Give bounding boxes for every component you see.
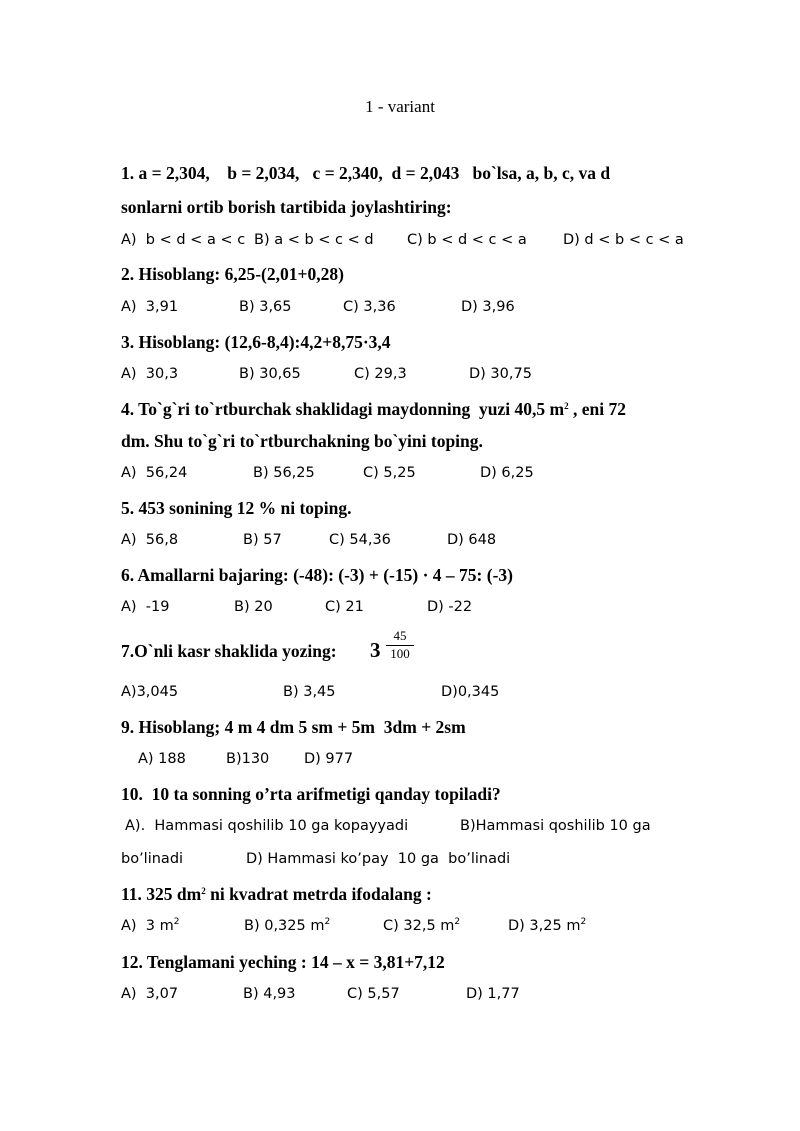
question-4-option-a: A) 56,24 <box>121 465 188 481</box>
superscript-2: 2 <box>580 917 587 927</box>
superscript-2: 2 <box>201 886 206 896</box>
question-6-option-a: A) -19 <box>121 599 170 615</box>
question-2-option-d: D) 3,96 <box>461 299 515 315</box>
question-10-option-b: B)Hammasi qoshilib 10 ga <box>460 818 651 834</box>
superscript-2: 2 <box>564 401 569 411</box>
question-11-option-b <box>244 916 330 936</box>
question-10-option-b-continued: bo’linadi <box>121 851 184 867</box>
question-11-option-d <box>508 916 586 936</box>
question-1-option-b: B) a < b < c < d <box>254 232 374 248</box>
question-10-option-d: D) Hammasi ko’pay 10 ga bo’linadi <box>246 851 511 867</box>
question-6-option-b: B) 20 <box>234 599 273 615</box>
question-4-line-1 <box>121 398 626 420</box>
question-3: 3. Hisoblang: (12,6-8,4):4,2+8,75·3,4 <box>121 332 391 352</box>
question-3-option-c: C) 29,3 <box>354 366 407 382</box>
question-1-option-c: C) b < d < c < a <box>407 232 527 248</box>
question-6-option-c: C) 21 <box>325 599 364 615</box>
question-4-option-d: D) 6,25 <box>480 465 534 481</box>
question-5-option-d: D) 648 <box>447 532 497 548</box>
question-1-option-a: A) b < d < a < c <box>121 232 246 248</box>
question-12: 12. Tenglamani yeching : 14 – x = 3,81+7,12 <box>121 952 445 972</box>
question-1-line-2: sonlarni ortib borish tartibida joylashtiring: <box>121 197 452 217</box>
question-5-option-b: B) 57 <box>243 532 282 548</box>
question-4-text: 4. To`g`ri to`rtburchak shaklidagi maydonning yuzi 40,5 m <box>121 399 565 419</box>
question-4-option-b: B) 56,25 <box>253 465 315 481</box>
question-7-option-b: B) 3,45 <box>283 684 336 700</box>
question-2: 2. Hisoblang: 6,25-(2,01+0,28) <box>121 264 344 284</box>
question-9: 9. Hisoblang; 4 m 4 dm 5 sm + 5m 3dm + 2sm <box>121 717 466 737</box>
question-1-option-d: D) d < b < c < a <box>563 232 684 248</box>
question-7: 7.O`nli kasr shaklida yozing: <box>121 641 337 661</box>
question-10-option-a: A). Hammasi qoshilib 10 ga kopayyadi <box>125 818 409 834</box>
option-value: A) 3 m <box>121 918 174 934</box>
question-3-option-a: A) 30,3 <box>121 366 179 382</box>
question-4-option-c: C) 5,25 <box>363 465 416 481</box>
superscript-2: 2 <box>173 917 180 927</box>
question-11 <box>121 883 432 905</box>
superscript-2: 2 <box>324 917 331 927</box>
fraction-whole: 3 <box>370 638 381 662</box>
question-9-option-d: D) 977 <box>304 751 354 767</box>
question-7-option-a: A)3,045 <box>121 684 179 700</box>
option-value: D) 3,25 m <box>508 918 581 934</box>
mixed-fraction <box>370 628 420 668</box>
question-12-option-b: B) 4,93 <box>243 986 296 1002</box>
question-11-text: 11. 325 dm <box>121 884 202 904</box>
question-6: 6. Amallarni bajaring: (-48): (-3) + (-15) · 4 – 75: (-3) <box>121 565 513 585</box>
question-4-line-2: dm. Shu to`g`ri to`rtburchakning bo`yini toping. <box>121 431 483 451</box>
question-9-option-b: B)130 <box>226 751 270 767</box>
question-9-option-a: A) 188 <box>138 751 186 767</box>
question-12-option-a: A) 3,07 <box>121 986 179 1002</box>
question-10: 10. 10 ta sonning o’rta arifmetigi qanday topiladi? <box>121 784 501 804</box>
question-2-option-c: C) 3,36 <box>343 299 396 315</box>
question-11-option-c <box>383 916 460 936</box>
question-2-option-a: A) 3,91 <box>121 299 179 315</box>
question-3-option-d: D) 30,75 <box>469 366 532 382</box>
question-12-option-c: C) 5,57 <box>347 986 400 1002</box>
question-7-option-d: D)0,345 <box>441 684 500 700</box>
question-11-option-a <box>121 916 180 936</box>
question-5-option-c: C) 54,36 <box>329 532 391 548</box>
question-2-option-b: B) 3,65 <box>239 299 292 315</box>
question-4-text-end: , eni 72 <box>568 399 626 419</box>
question-5-option-a: A) 56,8 <box>121 532 179 548</box>
question-11-text-end: ni kvadrat metrda ifodalang : <box>205 884 432 904</box>
question-6-option-d: D) -22 <box>427 599 473 615</box>
question-5: 5. 453 sonining 12 % ni toping. <box>121 498 352 518</box>
option-value: C) 32,5 m <box>383 918 455 934</box>
superscript-2: 2 <box>454 917 461 927</box>
question-1-line-1: 1. a = 2,304, b = 2,034, c = 2,340, d = 2,043 bo`lsa, a, b, c, va d <box>121 163 611 183</box>
option-value: B) 0,325 m <box>244 918 325 934</box>
question-3-option-b: B) 30,65 <box>239 366 301 382</box>
fraction-numerator: 45 <box>393 628 407 643</box>
question-12-option-d: D) 1,77 <box>466 986 520 1002</box>
fraction-denominator: 100 <box>390 646 410 661</box>
variant-title: 1 - variant <box>365 97 435 116</box>
